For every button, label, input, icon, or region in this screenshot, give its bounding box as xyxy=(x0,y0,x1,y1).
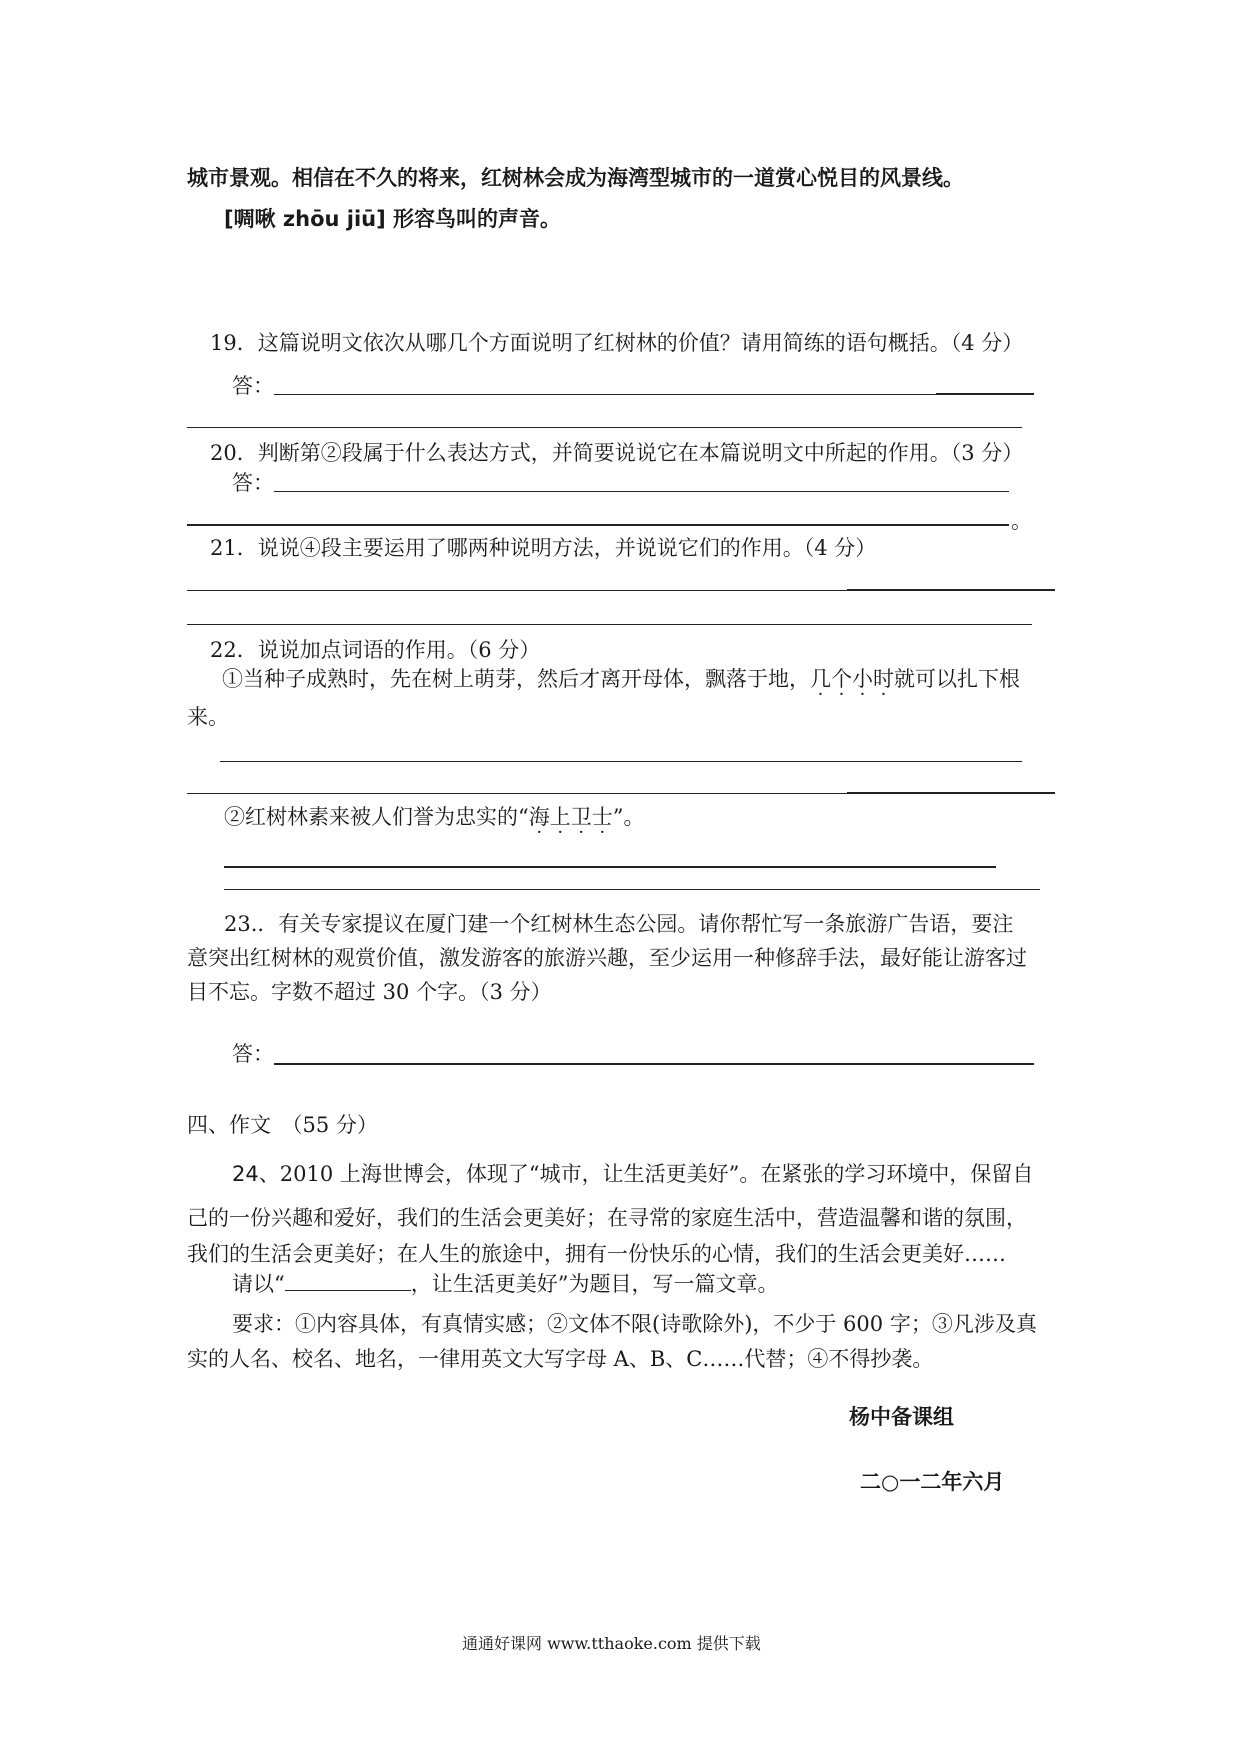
q22-answer-line-4[interactable] xyxy=(224,889,1040,890)
q22-answer-line-1[interactable] xyxy=(220,761,1022,762)
q19-answer-line-2[interactable] xyxy=(187,427,1022,428)
q21-answer-line-1[interactable] xyxy=(187,590,847,591)
q22-sentence-2 xyxy=(224,803,645,831)
q24-requirements-line-1: 要求：①内容具体，有真情实感；②文体不限(诗歌除外)，不少于 600 字；③凡涉及真 xyxy=(232,1312,1037,1336)
q22-s1-before: ①当种子成熟时，先在树上萌芽，然后才离开母体，飘落于地， xyxy=(222,667,810,691)
signature-date: 二○一二年六月 xyxy=(860,1470,1005,1494)
dotted-char: 卫 xyxy=(570,805,592,829)
q24-line-1-text: 、2010 上海世博会，体现了“城市，让生活更美好”。在紧张的学习环境中，保留自 xyxy=(258,1162,1034,1186)
dotted-char: 海 xyxy=(528,805,550,829)
q19-answer-line-1[interactable] xyxy=(274,394,936,395)
question-24-line-2: 己的一份兴趣和爱好，我们的生活会更美好；在寻常的家庭生活中，营造温馨和谐的氛围， xyxy=(187,1206,1027,1230)
question-24-line-3: 我们的生活会更美好；在人生的旅途中，拥有一份快乐的心情，我们的生活会更美好…… xyxy=(187,1242,1006,1266)
q19-answer-label: 答： xyxy=(232,374,274,398)
q22-answer-line-2[interactable] xyxy=(187,793,847,794)
question-23-line-3: 目不忘。字数不超过 30 个字。（3 分） xyxy=(187,980,552,1004)
dotted-char: 士 xyxy=(591,805,613,829)
question-24-line-1 xyxy=(232,1160,1033,1188)
q20-answer-label: 答： xyxy=(232,471,274,495)
q22-s1-after: 就可以扎下根 xyxy=(894,667,1020,691)
q22-answer-line-3[interactable] xyxy=(224,866,996,868)
q19-answer-line-1-tail[interactable] xyxy=(936,393,1034,395)
q22-sentence-1 xyxy=(222,665,1020,693)
footer-credit: 通通好课网 www.tthaoke.com 提供下载 xyxy=(462,1634,761,1653)
q22-s2-before: ②红树林素来被人们誉为忠实的“ xyxy=(224,805,529,829)
q23-answer-label: 答： xyxy=(232,1042,274,1066)
q22-answer-line-2-tail[interactable] xyxy=(847,792,1055,794)
section-4-title: 四、作文 （55 分） xyxy=(187,1113,378,1137)
q24-number: 24 xyxy=(232,1162,259,1186)
question-23-line-1: 23.．有关专家提议在厦门建一个红树林生态公园。请你帮忙写一条旅游广告语，要注 xyxy=(224,912,1014,936)
q20-answer-line-1[interactable] xyxy=(274,491,1009,492)
pinyin-note: [啁啾 zhōu jiū] 形容鸟叫的声音。 xyxy=(224,207,562,231)
q24-prompt-after: ，让生活更美好”为题目，写一篇文章。 xyxy=(410,1272,779,1296)
question-20: 20．判断第②段属于什么表达方式，并简要说说它在本篇说明文中所起的作用。（3 分） xyxy=(210,441,1024,465)
signature-group: 杨中备课组 xyxy=(849,1405,954,1429)
q24-requirements-line-2: 实的人名、校名、地名，一律用英文大写字母 A、B、C……代替；④不得抄袭。 xyxy=(187,1347,934,1371)
q21-answer-line-2[interactable] xyxy=(187,624,1032,625)
dotted-char: 小 xyxy=(852,667,873,691)
q21-answer-line-1-tail[interactable] xyxy=(847,589,1055,591)
q22-s2-after: ”。 xyxy=(612,805,645,829)
title-blank[interactable] xyxy=(285,1272,411,1291)
q24-prompt-before: 请以“ xyxy=(232,1272,285,1296)
dotted-char: 时 xyxy=(873,667,894,691)
question-21: 21．说说④段主要运用了哪两种说明方法，并说说它们的作用。（4 分） xyxy=(210,536,877,560)
passage-closing-line: 城市景观。相信在不久的将来，红树林会成为海湾型城市的一道赏心悦目的风景线。 xyxy=(187,166,964,190)
question-22: 22．说说加点词语的作用。（6 分） xyxy=(210,638,541,662)
dotted-char: 上 xyxy=(549,805,571,829)
dotted-char: 个 xyxy=(831,667,852,691)
q20-end-mark: 。 xyxy=(1011,509,1032,533)
dotted-char: 几 xyxy=(810,667,831,691)
question-23-line-2: 意突出红树林的观赏价值，激发游客的旅游兴趣，至少运用一种修辞手法，最好能让游客过 xyxy=(187,946,1027,970)
q23-answer-line[interactable] xyxy=(274,1063,1034,1065)
q22-sentence-1-cont: 来。 xyxy=(187,705,229,729)
q20-answer-line-2[interactable] xyxy=(187,524,1009,526)
q24-title-prompt xyxy=(232,1270,778,1298)
question-19: 19．这篇说明文依次从哪几个方面说明了红树林的价值？请用简练的语句概括。（4 分） xyxy=(210,331,1024,355)
